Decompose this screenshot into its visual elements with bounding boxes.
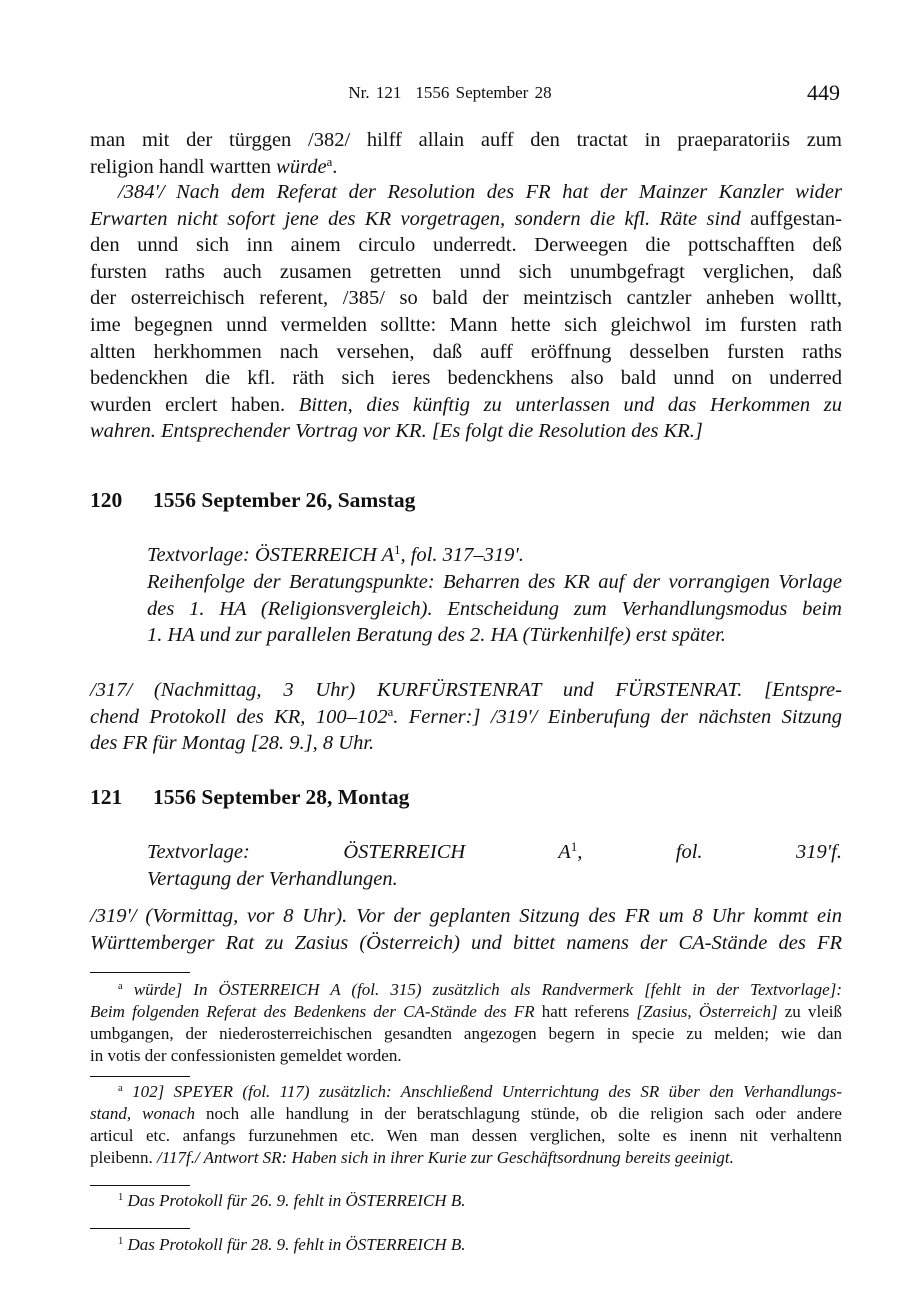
text-segment: Württemberger Rat zu Zasius (Österreich) und bittet namens der CA-Stände des FR bbox=[90, 931, 842, 954]
running-head bbox=[0, 80, 900, 106]
text-line bbox=[90, 259, 842, 286]
text-line bbox=[90, 392, 842, 419]
text-line bbox=[147, 622, 842, 649]
section-title: 1556 September 26, Samstag bbox=[153, 488, 416, 512]
footnote-rule bbox=[90, 972, 190, 973]
text-segment: zu vleiß bbox=[777, 1002, 842, 1021]
section-title: 1556 September 28, Montag bbox=[153, 785, 410, 809]
text-segment: , fol. 317–319'. bbox=[400, 544, 524, 566]
footnote-a-102 bbox=[90, 1081, 842, 1169]
footnote-rule bbox=[90, 1076, 190, 1077]
text-line bbox=[90, 930, 842, 957]
text-segment: des FR für Montag [28. 9.], 8 Uhr. bbox=[90, 732, 375, 755]
text-segment: . Ferner:] /319'/ Einberufung der nächsten Sitzung bbox=[393, 705, 842, 728]
text-segment: fursten raths auch zusamen getretten unnd sich unumbgefragt verglichen, daß bbox=[90, 260, 842, 283]
text-segment: noch alle handlung in der beratschlagung stünde, ob die religion sach oder andere bbox=[195, 1104, 842, 1123]
text-segment: pleibenn. bbox=[90, 1148, 158, 1167]
text-line bbox=[90, 285, 842, 312]
text-segment: chend Protokoll des KR, 100–102 bbox=[90, 705, 388, 728]
text-segment: Vertagung der Verhandlungen. bbox=[147, 867, 398, 890]
text-line bbox=[90, 1125, 842, 1147]
text-line bbox=[147, 596, 842, 623]
text-segment: würde bbox=[276, 155, 327, 178]
note-marker: a bbox=[118, 981, 123, 993]
text-line bbox=[90, 206, 842, 233]
section-number: 121 bbox=[90, 785, 123, 809]
source-note-120 bbox=[147, 542, 842, 569]
text-segment: man mit der türggen /382/ hilff allain auff den tractat in praeparatoriis zum bbox=[90, 129, 842, 151]
text-segment: Erwarten nicht sofort jene des KR vorgetragen, sondern die kfl. Räte sind bbox=[90, 207, 741, 230]
note-marker: 1 bbox=[118, 1236, 124, 1248]
text-line bbox=[90, 1234, 842, 1256]
text-line bbox=[147, 569, 842, 596]
text-segment: stand, wonach bbox=[90, 1104, 195, 1123]
text-segment: Reihenfolge der Beratungspunkte: Beharren des KR auf der vorrangigen Vorlage bbox=[147, 571, 842, 593]
text-segment: Textvorlage: ÖSTERREICH A bbox=[147, 544, 395, 566]
text-segment: auffgestan- bbox=[740, 207, 842, 230]
text-segment: ime begegnen unnd vermelden solltte: Mann hette sich gleichwol im fursten rath bbox=[90, 313, 842, 336]
section-number: 120 bbox=[90, 488, 123, 512]
text-segment: den unnd sich inn ainem circulo underredt. Derweegen die pottschafften deß bbox=[90, 234, 842, 257]
document-number: Nr. 121 bbox=[348, 83, 402, 102]
text-segment: Das Protokoll für 26. 9. fehlt in ÖSTERREICH B. bbox=[123, 1191, 466, 1210]
paragraph-384 bbox=[90, 179, 842, 445]
text-line bbox=[90, 1103, 842, 1125]
text-line bbox=[90, 1147, 842, 1169]
section-heading-120 bbox=[90, 487, 415, 514]
footnote-rule bbox=[90, 1185, 190, 1186]
text-line bbox=[90, 1001, 842, 1023]
summary-120 bbox=[147, 569, 842, 649]
text-segment: Textvorlage: ÖSTERREICH A bbox=[147, 841, 571, 863]
text-line bbox=[90, 232, 842, 259]
text-line bbox=[90, 903, 842, 930]
text-segment: Das Protokoll für 28. 9. fehlt in ÖSTERREICH B. bbox=[123, 1235, 466, 1254]
text-segment: /319'/ (Vormittag, vor 8 Uhr). Vor der geplanten Sitzung des FR um 8 Uhr kommt ein bbox=[90, 905, 842, 927]
text-segment: bedenckhen die kfl. räth sich ieres bedenckhens also bald unnd on underred bbox=[90, 367, 842, 390]
text-line bbox=[147, 866, 842, 893]
text-line bbox=[90, 154, 842, 181]
text-segment: 1. HA und zur parallelen Beratung des 2. HA (Türkenhilfe) erst später. bbox=[147, 624, 726, 647]
section-heading-121 bbox=[90, 784, 409, 811]
text-segment: . bbox=[332, 155, 338, 178]
footnote-a-wuerde bbox=[90, 979, 842, 1067]
text-segment: /384'/ Nach dem Referat der Resolution des FR hat der Mainzer Kanzler wider bbox=[118, 181, 842, 203]
text-line bbox=[90, 979, 842, 1001]
note-marker: 1 bbox=[118, 1192, 124, 1204]
note-marker: a bbox=[118, 1083, 123, 1095]
text-line bbox=[147, 839, 842, 866]
text-line bbox=[147, 542, 842, 569]
note-marker: a bbox=[387, 704, 394, 719]
text-segment: wahren. Entsprechender Vortrag vor KR. [Es folgt die Resolution des KR.] bbox=[90, 420, 703, 443]
text-segment: hatt referens bbox=[534, 1002, 637, 1021]
text-segment: umbgangen, der niederosterreichischen gesandten angezogen begern in specie zu melden; wie dan bbox=[90, 1024, 842, 1043]
text-line bbox=[90, 312, 842, 339]
document-date: 1556 September 28 bbox=[415, 83, 552, 102]
text-segment: , fol. 319'f. bbox=[577, 841, 842, 863]
text-segment: [Zasius, Österreich] bbox=[636, 1002, 778, 1021]
text-segment: altten herkhommen nach versehen, daß auff eröffnung desselben fursten raths bbox=[90, 340, 842, 363]
text-line bbox=[90, 365, 842, 392]
text-line bbox=[90, 1023, 842, 1045]
text-line bbox=[90, 704, 842, 731]
source-note-121 bbox=[147, 839, 842, 892]
text-line bbox=[90, 179, 842, 206]
note-marker: 1 bbox=[570, 840, 578, 855]
running-head-title bbox=[300, 83, 600, 103]
text-segment: des 1. HA (Religionsvergleich). Entscheidung zum Verhandlungsmodus beim bbox=[147, 597, 842, 620]
text-segment: articul etc. anfangs furzunehmen etc. Wen man dessen verglichen, solte es inenn nit verhaltenn bbox=[90, 1126, 842, 1145]
text-segment: religion handl wartten bbox=[90, 155, 277, 178]
text-segment: würde] In ÖSTERREICH A (fol. 315) zusätzlich als Randvermerk [fehlt in der Textvorlage]: bbox=[122, 980, 842, 999]
note-marker: a bbox=[326, 154, 333, 169]
footnote-1-120 bbox=[90, 1190, 842, 1212]
text-line bbox=[90, 127, 842, 154]
footnote-1-121 bbox=[90, 1234, 842, 1256]
footnote-rule bbox=[90, 1228, 190, 1229]
note-marker: 1 bbox=[394, 543, 401, 558]
paragraph-continued bbox=[90, 127, 842, 180]
text-segment: in votis der confessionisten gemeldet worden. bbox=[90, 1046, 402, 1065]
text-line bbox=[90, 339, 842, 366]
entry-text-121 bbox=[90, 903, 842, 956]
text-line bbox=[90, 677, 842, 704]
text-segment: /317/ (Nachmittag, 3 Uhr) KURFÜRSTENRAT und FÜRSTENRAT. [Entspre- bbox=[90, 679, 842, 701]
text-segment: /117f./ Antwort SR: Haben sich in ihrer Kurie zur Geschäftsordnung bereits geeinigt. bbox=[157, 1148, 734, 1167]
text-segment: wurden erclert haben. bbox=[90, 393, 299, 416]
text-segment: Beim folgenden Referat des Bedenkens der CA-Stände des FR bbox=[90, 1002, 535, 1021]
text-segment: 102] SPEYER (fol. 117) zusätzlich: Anschließend Unterrichtung des SR über den Verhandlungs- bbox=[122, 1082, 842, 1101]
page-number: 449 bbox=[807, 80, 840, 105]
text-line bbox=[90, 730, 842, 757]
text-line bbox=[90, 1190, 842, 1212]
text-line bbox=[90, 1045, 842, 1067]
text-segment: Bitten, dies künftig zu unterlassen und das Herkommen zu bbox=[298, 393, 842, 416]
text-line bbox=[90, 418, 842, 445]
text-line bbox=[90, 1081, 842, 1103]
entry-text-120 bbox=[90, 677, 842, 757]
text-segment: der osterreichisch referent, /385/ so bald der meintzisch cantzler anheben wolltt, bbox=[90, 287, 842, 310]
